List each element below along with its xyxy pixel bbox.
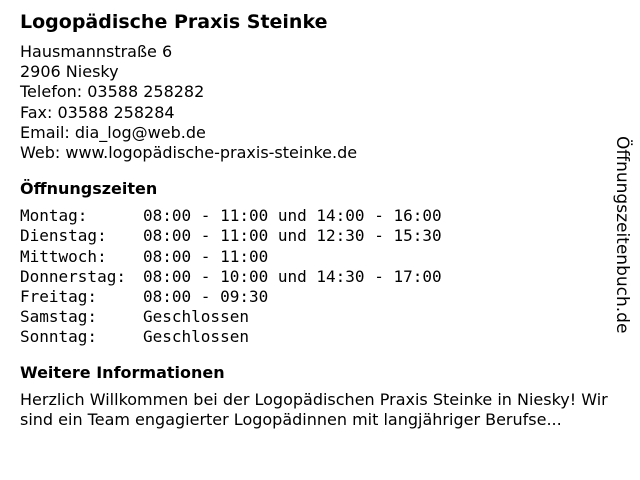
day-label: Freitag:	[20, 287, 98, 307]
address-city: 2906 Niesky	[20, 62, 119, 82]
hours-row-sunday	[20, 327, 442, 347]
day-label: Dienstag:	[20, 226, 107, 246]
practice-name: Logopädische Praxis Steinke	[20, 11, 328, 33]
more-info-text: Herzlich Willkommen bei der Logopädischen Praxis Steinke in Niesky! Wir sind ein Team engagierter Logopädinnen mit langjähriger Berufse...	[20, 389, 608, 430]
day-label: Mittwoch:	[20, 246, 107, 266]
website-address: Web: www.logopädische-praxis-steinke.de	[20, 143, 358, 163]
hours-row-monday	[20, 206, 442, 226]
contact-block	[20, 42, 620, 163]
day-label: Samstag:	[20, 307, 98, 327]
practice-card	[20, 10, 620, 431]
time-value: Geschlossen	[143, 307, 249, 327]
time-value: 08:00 - 11:00	[143, 246, 269, 266]
time-value: 08:00 - 11:00 und 14:00 - 16:00	[143, 206, 442, 226]
opening-hours-table	[20, 206, 442, 347]
hours-row-saturday	[20, 307, 442, 327]
hours-row-wednesday	[20, 247, 442, 267]
time-value: Geschlossen	[143, 327, 249, 347]
day-label: Montag:	[20, 206, 88, 226]
time-value: 08:00 - 09:30	[143, 287, 269, 307]
hours-row-friday	[20, 287, 442, 307]
address-street: Hausmannstraße 6	[20, 42, 173, 61]
more-info-heading: Weitere Informationen	[20, 362, 225, 382]
day-label: Donnerstag:	[20, 266, 126, 286]
email-address: Email: dia_log@web.de	[20, 122, 206, 142]
time-value: 08:00 - 11:00 und 12:30 - 15:30	[143, 226, 442, 246]
time-value: 08:00 - 10:00 und 14:30 - 17:00	[143, 266, 442, 286]
opening-hours-heading: Öffnungszeiten	[20, 179, 158, 199]
phone-number: Telefon: 03588 258282	[20, 82, 205, 102]
hours-row-thursday	[20, 267, 442, 287]
fax-number: Fax: 03588 258284	[20, 102, 175, 122]
day-label: Sonntag:	[20, 327, 98, 347]
brand-watermark: Öffnungszeitenbuch.de	[612, 136, 632, 334]
hours-row-tuesday	[20, 226, 442, 246]
